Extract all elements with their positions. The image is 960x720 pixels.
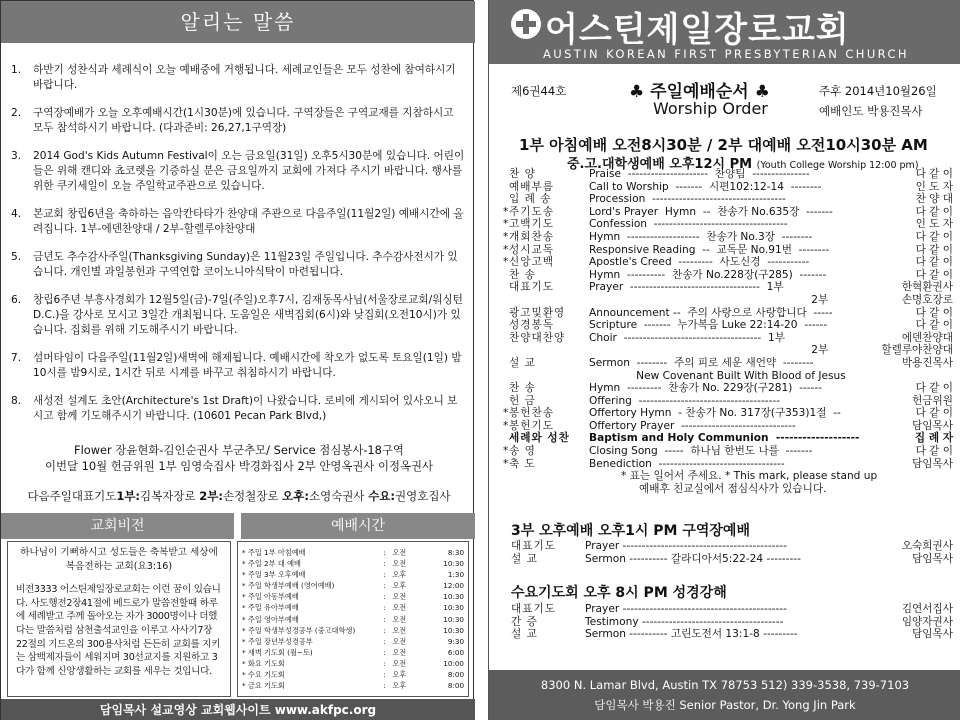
order-item-korean: 예배부름 (509, 180, 554, 193)
stand-marker: * (503, 243, 509, 256)
service-time-colon: : (383, 614, 386, 624)
order-item-person: 다 같 이 (915, 306, 953, 319)
service-time-ampm: 오후 (392, 670, 407, 680)
next-week-prefix: 다음주일대표기도 (27, 489, 117, 503)
order-item-person: 다 같 이 (915, 407, 953, 420)
service-time-colon: : (383, 548, 386, 557)
order-item-korean: 신앙고백 (509, 256, 554, 269)
service-times-header: 예배시간 (241, 513, 475, 539)
order-item-detail: Confession ----------------------------------- (589, 218, 788, 231)
service-time-row (242, 547, 464, 558)
worship-order-title-korean: ♣ 주일예배순서 ♣ (629, 82, 770, 102)
order-item-detail: Choir ------------------------------------ 1부 (589, 331, 785, 344)
service-time-value: 8:00 (447, 681, 465, 691)
order-item-detail: Hymn ---------- 찬송가 No.228장(구285) ------- (589, 268, 827, 281)
order-header (489, 74, 960, 126)
service-time-row (242, 636, 464, 647)
order-item-detail: 2부 (589, 344, 829, 357)
service-time-row (242, 614, 464, 625)
service-time-name: * 금요 기도회 (242, 681, 285, 691)
service-time-value: 10:30 (443, 614, 465, 624)
church-name-korean: 어스틴제일장로교회 (545, 10, 850, 50)
next-week-value-4: 권영호집사 (395, 489, 451, 503)
service-time-value: 9:30 (447, 636, 465, 646)
service-time-colon: : (383, 670, 386, 680)
worship-order-row (489, 395, 960, 408)
notice-text: 2014 God's Kids Autumn Festival이 오는 금요일(31일) 오후5시30분에 있습니다. 어린이들은 위해 캔디와 쵸코렛을 기증하실 분은 금요일까지 교회에 가져다 주시기 바랍니다. 행사를 위한 쿠키세일이 오늘 주일학교주관으로 있습니다. (33, 150, 465, 192)
notice-item (9, 63, 467, 93)
order-item-person: 오숙희권사 (901, 540, 953, 552)
order-item-korean: 광고및환영 (509, 306, 566, 319)
main-service-heading: 1부 아침예배 오전8시30분 / 2부 대예배 오전10시30분 AM (519, 136, 928, 154)
order-item-detail: Sermon -------- 주의 피로 세운 새언약 -------- (589, 356, 814, 369)
order-item-detail: Offertory Hymn - 찬송가 No. 317장(구353)1절 -- (589, 407, 841, 420)
next-week-label-3: 오후: (282, 489, 309, 503)
worship-order-row (489, 218, 960, 231)
order-item-korean: 고백기도 (509, 218, 554, 231)
service-time-row (242, 580, 464, 591)
order-item-person: 에덴찬양대 (901, 331, 953, 344)
service-time-row (242, 647, 464, 658)
order-item-person: 헌금위원 (912, 394, 953, 407)
service-order-row (489, 603, 960, 616)
notice-text: 하반기 성찬식과 세례식이 오늘 예배중에 거행됩니다. 세례교인들은 모두 성찬에 참여하시기 바랍니다. (33, 64, 456, 91)
service-time-ampm: 오전 (392, 658, 407, 668)
order-item-person: 인 도 자 (915, 180, 953, 193)
notice-text: 구역장예배가 오늘 오후예배시간(1시30분)에 있습니다. 구역장들은 구역교재를 지참하시고 모두 참석하시기 바랍니다. (다과준비: 26,27,1구역장) (33, 107, 454, 134)
order-item-detail: 2부 (589, 293, 829, 306)
service-time-colon: : (383, 559, 386, 569)
service-time-colon: : (383, 658, 386, 668)
order-item-detail: Sermon ---------- 갈라디아서5:22-24 --------- (585, 552, 801, 565)
service-time-ampm: 오후 (392, 581, 407, 591)
next-week-value-1: 김복자장로 (140, 489, 196, 503)
stand-up-note: * 표는 일어서 주세요. * This mark, please stand up (621, 470, 878, 483)
worship-order-row (489, 269, 960, 282)
service-time-colon: : (383, 636, 386, 646)
church-vision-box (7, 541, 231, 697)
next-week-value-3: 소영숙권사 (308, 489, 365, 503)
service-time-ampm: 오전 (392, 647, 407, 657)
notice-text: 본교회 창립6년을 축하하는 음악칸타타가 찬양대 주관으로 다음주일(11월2일) 예배시간에 올려집니다. 1부-에덴찬양대 / 2부-할렐루야찬양대 (33, 208, 464, 235)
order-item-detail: Prayer ------------------------------------------- (585, 540, 787, 552)
announcements-panel (0, 0, 474, 720)
next-week-prayer (9, 488, 469, 504)
service-time-ampm: 오전 (392, 548, 407, 557)
order-item-person: 찬 양 대 (915, 193, 953, 206)
order-item-korean: 찬 송 (509, 382, 536, 395)
order-item-korean: 대표기도 (509, 281, 554, 294)
stand-marker: * (503, 205, 509, 218)
vision-header: 교회비전 (1, 513, 234, 539)
afternoon-service-list (489, 540, 960, 565)
flower-service-info (11, 442, 467, 474)
next-week-label-2: 2부: (199, 489, 223, 503)
order-item-korean: 송 영 (509, 445, 536, 458)
notice-number: 8. (11, 395, 22, 407)
service-time-ampm: 오전 (392, 603, 407, 613)
order-item-detail: Prayer ------------------------------------------- (585, 603, 787, 615)
service-time-value: 1:30 (447, 570, 465, 580)
order-item-person: 다 같 이 (915, 205, 953, 218)
service-time-ampm: 오전 (392, 592, 407, 602)
notice-number: 1. (11, 64, 22, 76)
order-item-detail: Closing Song ----- 하나님 한번도 나를 ------- (589, 445, 813, 458)
order-item-korean: 입 례 송 (509, 193, 552, 206)
notice-text: 금년도 추수감사주일(Thanksgiving Sunday)은 11월23일 주일입니다. 추수감사전시가 있습니다. 개인별 과일봉헌과 구역연합 코이노니아식탁이 마련됩니다. (33, 251, 458, 278)
service-time-row (242, 569, 464, 580)
worship-order-row (489, 281, 960, 294)
wednesday-service-heading: 수요기도회 오후 8시 PM 성경강해 (511, 585, 727, 601)
service-time-ampm: 오전 (392, 636, 407, 646)
next-week-label-1: 1부: (116, 489, 141, 503)
service-time-colon: : (383, 681, 386, 691)
order-item-person: 다 같 이 (915, 243, 953, 256)
lunch-note: 예배후 친교실에서 점심식사가 있습니다. (639, 483, 827, 496)
order-item-korean: 성경봉독 (509, 319, 554, 332)
service-order-row (489, 628, 960, 641)
service-time-ampm: 오후 (392, 681, 407, 691)
worship-order-panel (488, 0, 960, 720)
notice-number: 5. (11, 251, 22, 263)
worship-order-title-english: Worship Order (653, 99, 768, 118)
next-week-label-4: 수요: (368, 489, 396, 503)
worship-order-row (489, 357, 960, 370)
youth-service-title: 중.고.대학생예배 오후12시 PM (567, 157, 753, 172)
stand-marker: * (503, 407, 509, 420)
service-time-ampm: 오전 (392, 614, 407, 624)
order-item-korean: 찬양대찬양 (509, 331, 566, 344)
notice-number: 3. (11, 150, 22, 162)
worship-order-row (489, 458, 960, 471)
order-item-korean: 간 증 (511, 615, 538, 628)
service-times-box (237, 541, 469, 697)
service-time-value: 10:30 (443, 603, 465, 613)
volume-number: 제6권44호 (511, 84, 567, 98)
service-time-name: * 화요 기도회 (242, 658, 285, 668)
worship-order-row (489, 370, 960, 383)
service-time-name: * 주일 1부 아침예배 (242, 548, 306, 557)
order-item-detail: Sermon ---------- 고린도전서 13:1-8 --------- (585, 628, 798, 641)
service-time-value: 10:30 (443, 559, 465, 569)
order-item-detail: Announcement -- 주의 사랑으로 사랑합니다 ----- (589, 306, 833, 319)
worship-order-row (489, 294, 960, 307)
notice-number: 6. (11, 294, 22, 306)
notice-list (9, 63, 467, 437)
service-time-value: 10:30 (443, 625, 465, 635)
service-time-row (242, 625, 464, 636)
order-item-person: 집 례 자 (914, 432, 953, 445)
order-item-detail: Hymn --------- 찬송가 No. 229장(구281) ------ (589, 382, 823, 395)
order-item-korean: 찬 양 (509, 168, 536, 180)
worship-order-row (489, 181, 960, 194)
notice-number: 7. (11, 352, 22, 364)
order-item-korean: 대표기도 (511, 540, 556, 552)
notice-item (9, 293, 467, 338)
service-time-colon: : (383, 647, 386, 657)
vision-intro: 하나님이 기뻐하시고 성도들은 축복받고 세상에 복음전하는 교회(요3:16) (20, 547, 218, 572)
service-time-ampm: 오전 (392, 559, 407, 569)
service-order-row (489, 553, 960, 566)
cross-logo-icon (511, 9, 541, 39)
service-order-row (489, 540, 960, 553)
service-time-name: * 주일 영아부예배 (242, 614, 299, 624)
service-time-name: * 주일 유아부예배 (242, 603, 299, 613)
stand-marker: * (503, 457, 509, 470)
worship-order-row (489, 231, 960, 244)
notice-item (9, 394, 467, 424)
service-time-colon: : (383, 603, 386, 613)
senior-pastor: 담임목사 박용진 Senior Pastor, Dr. Yong Jin Park (594, 698, 856, 712)
service-time-row (242, 602, 464, 613)
notice-item (9, 207, 467, 237)
order-item-person: 다 같 이 (915, 445, 953, 458)
next-week-value-2: 손정철장로 (222, 489, 279, 503)
worship-order-row (489, 445, 960, 458)
order-item-person: 박용진목사 (901, 356, 953, 369)
order-item-person: 담임목사 (912, 628, 953, 641)
service-time-colon: : (383, 581, 386, 591)
church-address: 8300 N. Lamar Blvd, Austin TX 78753 512) 339-3538, 739-7103 (540, 678, 910, 692)
order-item-detail: Praise --------------------- 찬양팀 --------------- (589, 168, 810, 180)
worship-order-row (489, 432, 960, 445)
offering-duty-line: 이번달 10월 헌금위원 1부 임영숙집사 박경화집사 2부 안영옥권사 이정옥권사 (44, 459, 434, 473)
service-time-value: 12:00 (443, 581, 465, 591)
order-item-korean: 대표기도 (511, 603, 556, 615)
worship-order-row (489, 206, 960, 219)
service-time-colon: : (383, 592, 386, 602)
stand-marker: * (503, 445, 509, 458)
service-time-ampm: 오전 (392, 625, 407, 635)
notice-item (9, 149, 467, 194)
notice-number: 2. (11, 107, 22, 119)
service-time-ampm: 오후 (392, 570, 407, 580)
service-time-value: 8:30 (447, 548, 465, 557)
worship-order-list (489, 168, 960, 496)
order-item-korean: 봉헌찬송 (509, 407, 554, 420)
worship-order-row (489, 420, 960, 433)
service-time-name: * 주일 장년부성경공부 (242, 636, 313, 646)
stand-marker: * (503, 230, 509, 243)
order-item-detail: Benediction --------------------------------- (589, 457, 785, 470)
notice-text: 창립6주년 부흥사경회가 12월5일(금)-7일(주일)오후7시, 김재동목사님(서울장로교회/워싱턴D.C.)을 강사로 모시고 3일간 개최됩니다. 도움일은 새벽집회(6시)와 낮집회(오전10시)가 있습니다. 집회를 위해 기도해주시기 바랍니다. (33, 294, 463, 336)
worship-order-row (489, 168, 960, 181)
order-item-detail: Call to Worship ------- 시편102:12-14 -------- (589, 180, 822, 193)
church-banner (489, 0, 960, 64)
service-time-row (242, 680, 464, 691)
order-item-person: 다 같 이 (915, 168, 953, 180)
order-item-korean: 축 도 (509, 457, 536, 470)
order-item-korean: 주기도송 (509, 205, 554, 218)
notice-item (9, 351, 467, 381)
order-item-detail: Scripture ------- 누가복음 Luke 22:14-20 ------ (589, 319, 828, 332)
service-time-value: 6:00 (447, 647, 465, 657)
order-item-person: 임양자권사 (901, 615, 953, 628)
order-item-korean: 봉헌기도 (509, 419, 554, 432)
order-item-person: 다 같 이 (915, 230, 953, 243)
order-item-korean: 성시교독 (509, 243, 554, 256)
worship-order-row (489, 344, 960, 357)
service-time-colon: : (383, 570, 386, 580)
order-item-person: 인 도 자 (915, 218, 953, 231)
order-item-person: 다 같 이 (915, 256, 953, 269)
service-time-name: * 주일 아동부예배 (242, 592, 299, 602)
stand-marker: * (503, 256, 509, 269)
church-name-english: AUSTIN KOREAN FIRST PRESBYTERIAN CHURCH (543, 47, 909, 61)
order-item-korean: 설 교 (509, 356, 536, 369)
notice-text: 섬머타임이 다음주일(11월2일)새벽에 해제됩니다. 예배시간에 착오가 없도록 토요일(1일) 밤10시를 밤9시로, 1시간 뒤로 시계를 바꾸고 취침하시기 바랍니다. (33, 352, 462, 379)
order-item-detail: Responsive Reading -- 교독문 No.91번 -------- (589, 243, 830, 256)
service-time-colon: : (383, 625, 386, 635)
order-item-person: 담임목사 (912, 552, 953, 565)
order-item-detail: Testimony ------------------------------------- (585, 615, 784, 628)
stand-marker: * (503, 419, 509, 432)
order-item-detail: New Covenant Built With Blood of Jesus (589, 369, 846, 382)
worship-order-row (489, 382, 960, 395)
order-item-korean: 세례와 성찬 (509, 432, 570, 445)
worship-order-row (489, 244, 960, 257)
order-item-person: 다 같 이 (915, 268, 953, 281)
service-time-row (242, 591, 464, 602)
service-time-row (242, 558, 464, 569)
service-time-value: 10:30 (443, 592, 465, 602)
notice-item (9, 250, 467, 280)
notice-number: 4. (11, 208, 22, 220)
stand-marker: * (503, 218, 509, 231)
service-time-name: * 주일 3부 오후예배 (242, 570, 306, 580)
order-item-detail: Apostle's Creed --------- 사도신경 ----------- (589, 256, 810, 269)
church-contact-footer (489, 670, 960, 720)
service-time-row (242, 658, 464, 669)
vision-body: 비전3333 어스틴제일장로교회는 이런 꿈이 있습니다. 사도행전2장41절에 베드로가 말씀전할때 하루에 세례받고 주께 돌아오는 자가 3000명이나 더했다는 말씀처럼 삼천출석교인을 이루고 사사기7장22절의 기드온의 300용사처럼 든든히 교회를 지키는 삼백제자들이 세워지며 30선교지를 지원하고 3다가 함께 신앙생활하는 교회를 세우는 것입니다. (16, 584, 221, 677)
service-time-row (242, 669, 464, 680)
order-item-person: 담임목사 (912, 419, 953, 432)
order-item-korean: 설 교 (511, 628, 538, 641)
worship-order-row (489, 319, 960, 332)
worship-leader: 예배인도 박용진목사 (819, 104, 923, 118)
service-time-name: * 주일 학생부성경공부 (중고대학생) (242, 625, 356, 635)
announcements-header: 알리는 말씀 (1, 1, 475, 43)
service-order-row (489, 616, 960, 629)
notice-text: 새성전 설계도 초안(Architecture's 1st Draft)이 나왔습니다. 로비에 게시되어 있사오니 보시고 함께 기도해주시기 바랍니다. (10601 Pecan Park Blvd,) (33, 395, 458, 422)
order-item-person: 할렐루야찬양대 (881, 344, 953, 357)
order-item-person: 다 같 이 (915, 382, 953, 395)
order-item-korean: 개회찬송 (509, 230, 554, 243)
service-time-name: * 주일 학생부예배 (영어예배) (242, 581, 335, 591)
order-item-person: 담임목사 (912, 457, 953, 470)
order-item-person: 손명호장로 (901, 293, 953, 306)
notice-item (9, 106, 467, 136)
worship-order-row (489, 332, 960, 345)
order-item-korean: 설 교 (511, 552, 538, 565)
order-item-detail: Prayer ---------------------------------- 1부 (589, 281, 784, 294)
service-time-name: * 주일 2부 대 예배 (242, 559, 301, 569)
order-item-korean: 찬 송 (509, 268, 536, 281)
worship-order-row (489, 193, 960, 206)
order-item-person: 다 같 이 (915, 319, 953, 332)
order-item-detail: Lord's Prayer Hymn -- 찬송가 No.635장 ------- (589, 205, 833, 218)
order-item-person: 한혁환권사 (901, 281, 953, 294)
worship-order-row (489, 307, 960, 320)
service-time-value: 10:00 (443, 658, 465, 668)
sermon-video-footer[interactable]: 담임목사 설교영상 교회웹사이트 www.akfpc.org (1, 699, 475, 720)
worship-order-row (489, 407, 960, 420)
order-item-detail: Offering ------------------------------------- (589, 394, 781, 407)
service-time-value: 8:00 (447, 670, 465, 680)
wednesday-service-list (489, 603, 960, 641)
service-date: 주후 2014년10월26일 (819, 84, 937, 98)
order-item-detail: Hymn ------------------- 찬송가 No.3장 -------- (589, 230, 813, 243)
order-item-detail: Procession ----------------------------------- (589, 193, 786, 206)
flower-line: Flower 장윤현화-김인순권사 부군추모/ Service 점심봉사-18구역 (74, 443, 404, 457)
service-time-name: * 수요 기도회 (242, 670, 285, 680)
afternoon-service-heading: 3부 오후예배 오후1시 PM 구역장예배 (511, 523, 750, 539)
worship-order-row (489, 256, 960, 269)
order-item-detail: Offertory Prayer ------------------------------ (589, 419, 796, 432)
youth-service-note: (Youth College Worship 12:00 pm) (756, 160, 919, 171)
order-item-korean: 헌 금 (509, 394, 536, 407)
order-item-detail: Baptism and Holy Communion ------------------- (589, 432, 860, 445)
service-time-name: * 새벽 기도회 (월~토) (242, 647, 313, 657)
order-item-person: 김연서집사 (901, 603, 953, 615)
